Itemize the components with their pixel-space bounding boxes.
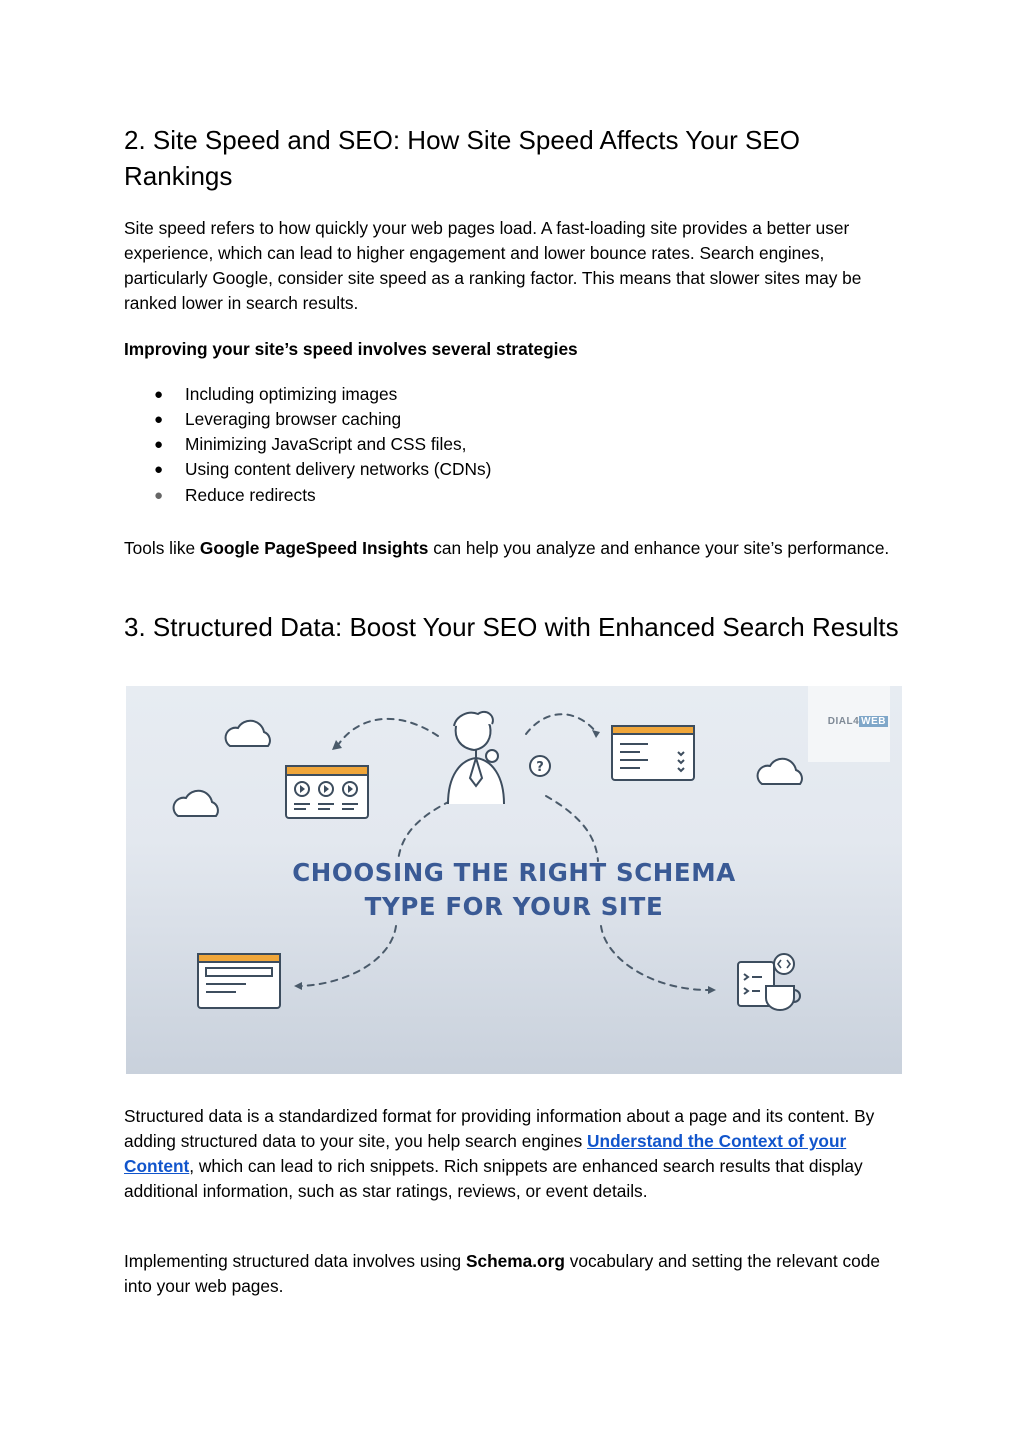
question-icon — [530, 756, 550, 776]
cloud-icon — [226, 721, 270, 746]
code-coffee-icon — [738, 954, 800, 1010]
dial4web-logo-text: DIAL4 WEB — [827, 716, 886, 727]
pagespeed-tool-name: Google PageSpeed Insights — [199, 538, 429, 558]
implementation-paragraph: Implementing structured data involves using Schema.org vocabulary and setting the relevant code into your web pages. — [124, 1251, 880, 1296]
strategies-list — [124, 382, 904, 508]
site-speed-paragraph: Site speed refers to how quickly your web pages load. A fast-loading site provides a better user experience, which can lead to higher engagement and lower bounce rates. Search engines, particularly Google, consider site speed as a ranking factor. This means that slower sites may be ranked lower in search results. — [124, 218, 862, 313]
form-browser-icon — [198, 954, 280, 1008]
illustration-headline — [126, 856, 902, 924]
list-item: ● Minimizing JavaScript and CSS files, — [124, 432, 904, 457]
schema-illustration — [126, 686, 902, 1074]
bullet-icon: ● — [154, 461, 164, 478]
bullet-icon: ● — [154, 386, 164, 403]
headline-line-2: TYPE FOR YOUR SITE — [364, 892, 664, 921]
list-browser-icon — [612, 726, 694, 780]
cloud-icon — [174, 791, 218, 816]
svg-text:?: ? — [536, 760, 544, 775]
tools-paragraph: Tools like Google PageSpeed Insights can help you analyze and enhance your site’s performance. — [124, 538, 890, 558]
list-item: ● Reduce redirects — [124, 483, 904, 508]
bullet-icon: ● — [154, 487, 164, 504]
list-item: ● Leveraging browser caching — [124, 407, 904, 432]
list-item: ● Including optimizing images — [124, 382, 904, 407]
headline-line-1: CHOOSING THE RIGHT SCHEMA — [292, 858, 736, 887]
schema-org-name: Schema.org — [465, 1251, 565, 1271]
section-heading-structured-data: 3. Structured Data: Boost Your SEO with Enhanced Search Results — [124, 612, 899, 642]
section-heading-site-speed: 2. Site Speed and SEO: How Site Speed Affects Your SEO Rankings — [124, 125, 800, 191]
bullet-icon: ● — [154, 436, 164, 453]
cloud-icon — [758, 759, 802, 784]
person-thinking-icon — [448, 712, 504, 804]
list-item: ● Using content delivery networks (CDNs) — [124, 457, 904, 482]
video-browser-icon — [286, 766, 368, 818]
structured-data-paragraph: Structured data is a standardized format for providing information about a page and its content. By adding structured data to your site, you help search engines Understand the Context of your Content, which can lead to rich snippets. Rich snippets are enhanced search results that display additional information, such as star ratings, reviews, or event details. — [124, 1106, 875, 1201]
bullet-icon: ● — [154, 411, 164, 428]
strategies-subheading: Improving your site’s speed involves several strategies — [124, 339, 578, 359]
context-link[interactable]: Understand the Context of your Content — [124, 1131, 847, 1176]
